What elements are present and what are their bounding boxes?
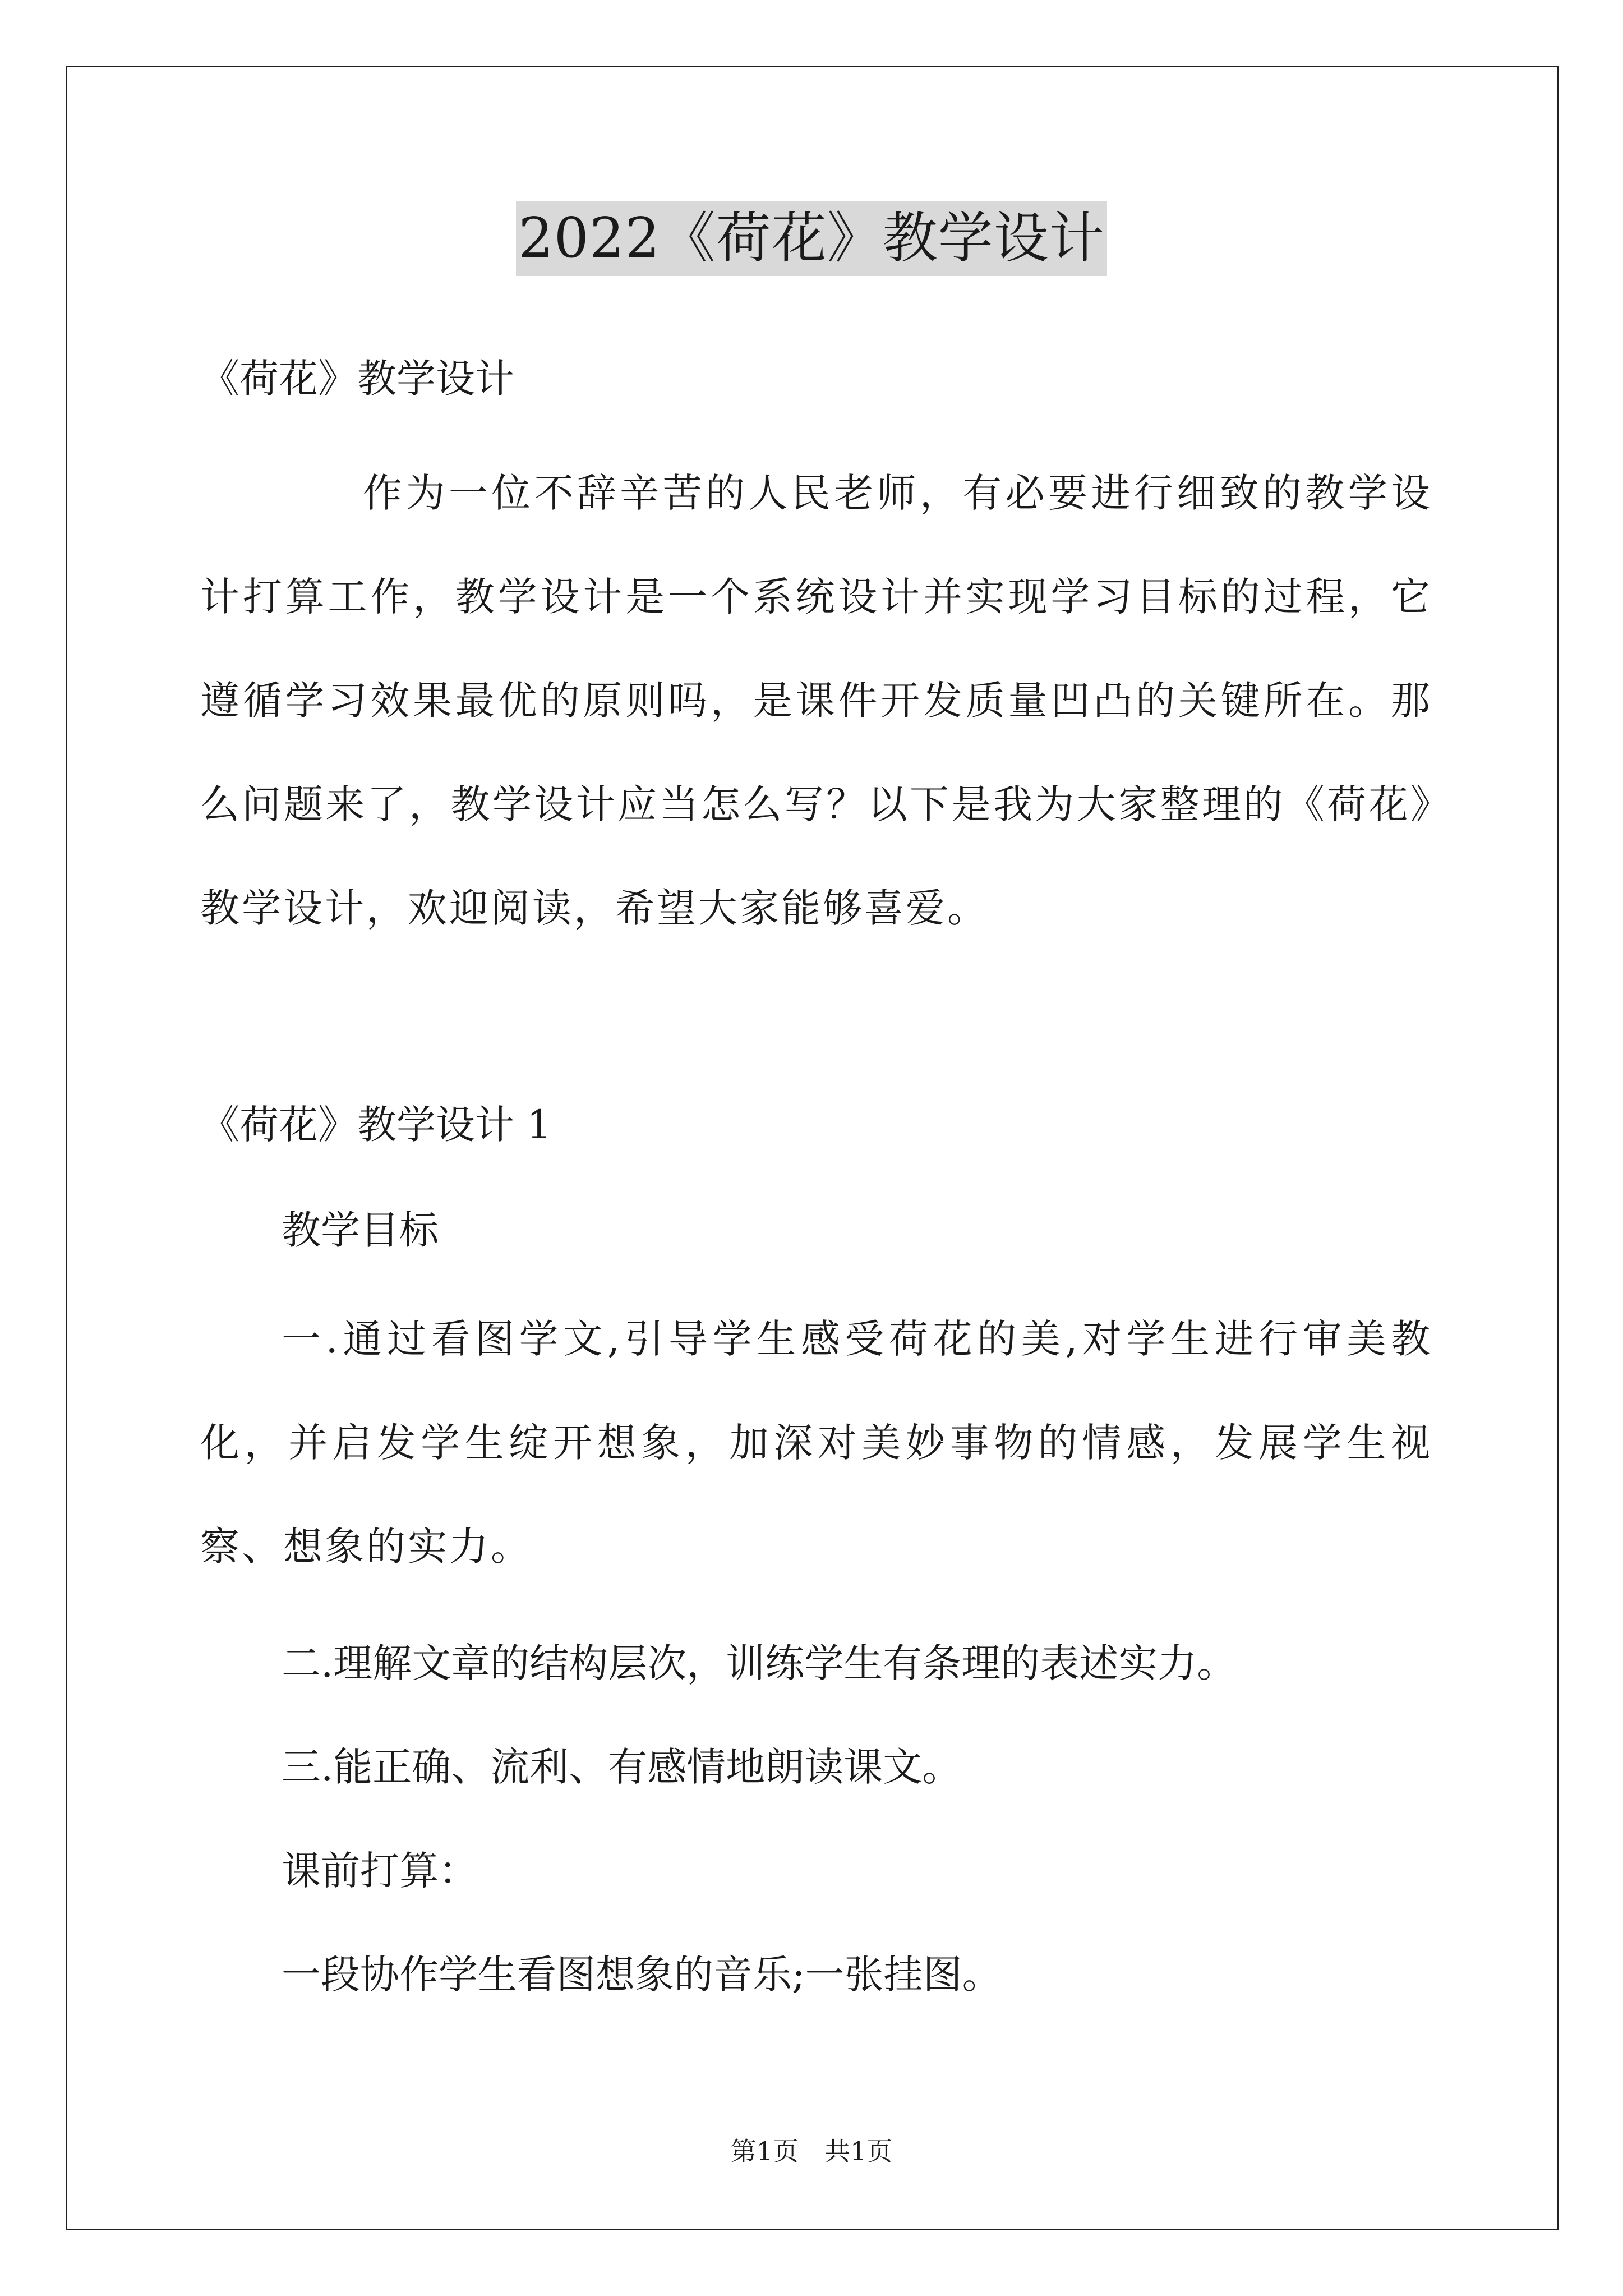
title-container [0,201,1623,276]
section-title: 《荷花》教学设计 1 [200,1102,552,1148]
intro-paragraph: 作为一位不辞辛苦的人民老师，有必要进行细致的教学设计打算工作，教学设计是一个系统设计并实现学习目标的过程，它遵循学习效果最优的原则吗，是课件开发质量凹凸的关键所在。那么问题来了，教学设计应当怎么写？以下是我为大家整理的《荷花》教学设计，欢迎阅读，希望大家能够喜爱。 [200,470,1432,931]
subtitle: 《荷花》教学设计 [200,356,514,402]
goal-item-2: 二.理解文章的结构层次，训练学生有条理的表述实力。 [282,1640,1237,1686]
goal-item-3: 三.能正确、流利、有感情地朗读课文。 [282,1744,962,1790]
page-footer: 第1页 共1页 [730,2136,893,2166]
prep-heading: 课前打算： [282,1848,478,1894]
goals-heading: 教学目标 [282,1207,439,1253]
prep-text: 一段协作学生看图想象的音乐;一张挂图。 [282,1952,1002,1998]
document-title: 2022《荷花》教学设计 [516,201,1106,276]
goal-item-1: 一.通过看图学文,引导学生感受荷花的美,对学生进行审美教化，并启发学生绽开想象，加深对美妙事物的情感，发展学生视察、想象的实力。 [200,1316,1432,1570]
